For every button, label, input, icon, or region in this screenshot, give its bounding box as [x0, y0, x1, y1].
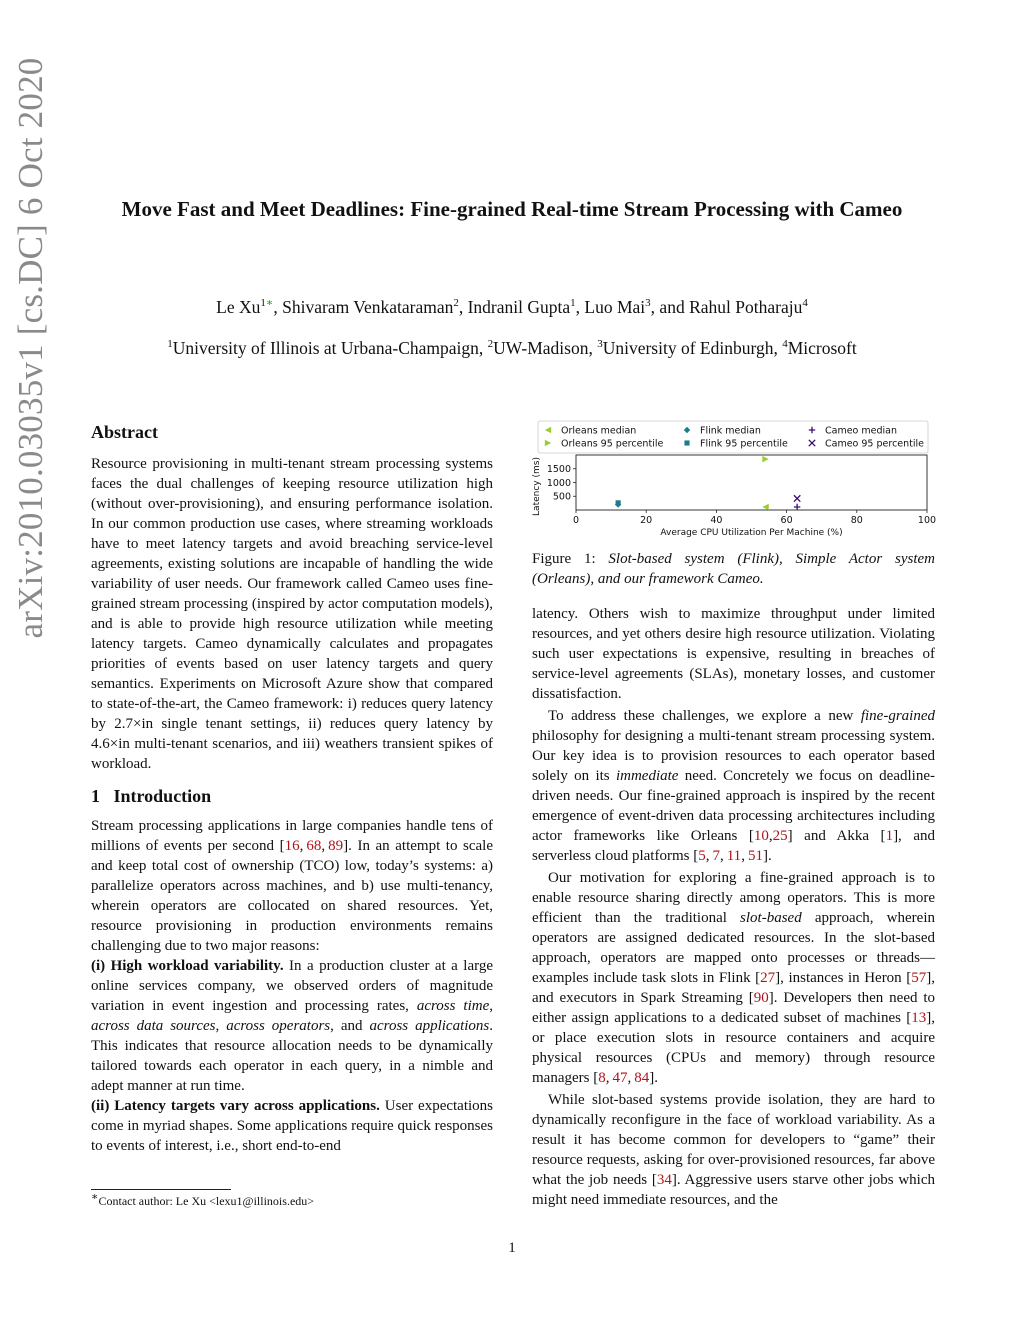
- abstract-heading: Abstract: [91, 422, 158, 442]
- citation-link[interactable]: 5: [698, 848, 706, 864]
- data-point: [794, 495, 800, 501]
- author-name: Luo Mai: [584, 297, 646, 317]
- legend-label: Flink median: [700, 425, 761, 437]
- right-paragraph-2: To address these challenges, we explore a new fine-grained philosophy for designing a multi-tenant stream processing system. Our key idea is to provision resources to each operator based solely on its immediate need. Concretely we focus on deadline-driven needs. Our fine-grained approach is inspired by the recent emergence of event-driven data processing architectures including actor frameworks like Orleans [10,25] and Akka [1], and serverless cloud platforms [5, 7, 11, 51].: [532, 708, 935, 864]
- y-tick-label: 1000: [546, 477, 571, 489]
- citation-link[interactable]: 84: [634, 1070, 650, 1086]
- footnote-rule: [91, 1189, 231, 1190]
- y-axis-label: Latency (ms): [532, 457, 542, 516]
- right-column: [532, 604, 935, 1210]
- citation-link[interactable]: 8: [598, 1070, 606, 1086]
- x-tick-label: 0: [572, 515, 580, 526]
- legend-label: Flink 95 percentile: [700, 438, 788, 450]
- data-point: [762, 504, 768, 510]
- author-name: Shivaram Venkataraman: [282, 297, 454, 317]
- author-list: Le $Xu^{1∗}$, Shivaram Venkataraman$^2$, Indranil Gupta$^1$, Luo Mai$^3$, and Rahul Potharaju$^4$: [216, 297, 808, 317]
- right-paragraph-4: While slot-based systems provide isolation, they are hard to dynamically reconfigure in the face of workload variability. As a result it has become common for developers to “game” their resource requests, asking for over-provisioned resources, far above what the job needs [34]. Aggressive users starve other jobs which might need immediate resources, and the: [532, 1092, 935, 1208]
- paper-title: Move Fast and Meet Deadlines: Fine-grained Real-time Stream Processing with Cameo: [121, 197, 903, 221]
- legend-label: Cameo median: [825, 425, 897, 437]
- intro-paragraph-3: (ii) Latency targets vary across applications. User expectations come in myriad shapes. Some applications require quick responses to events of interest, i.e., short end-to-end: [91, 1098, 494, 1154]
- citation-link[interactable]: 57: [911, 970, 927, 986]
- citation-link[interactable]: 16: [284, 838, 300, 854]
- data-point: [762, 456, 768, 462]
- introduction-heading: 1 Introduction: [91, 786, 212, 806]
- legend-label: Orleans 95 percentile: [561, 438, 664, 450]
- intro-paragraph-1: Stream processing applications in large companies handle tens of millions of events per second [16, 68, 89]. In an attempt to scale and keep total cost of ownership (TCO) low, today’s systems: a) parallelize operators across machines, and b) use multi-tenancy, wherein operators are collocated on shared resources. Yet, resource provisioning in production environments remains challenging due to two major reasons:: [91, 818, 494, 954]
- citation-link[interactable]: 51: [747, 848, 763, 864]
- arxiv-sidebar-stamp: arXiv:2010.03035v1 [cs.DC] 6 Oct 2020: [11, 57, 50, 639]
- plot-frame: [576, 455, 927, 510]
- chart-legend: [538, 421, 928, 453]
- author-name: Le Xu: [216, 297, 261, 317]
- data-point: [616, 500, 621, 505]
- x-tick-label: 20: [640, 515, 653, 526]
- author-name: Rahul Potharaju: [689, 297, 803, 317]
- legend-label: Orleans median: [561, 425, 637, 437]
- page-number: 1: [508, 1240, 516, 1256]
- data-point: [794, 504, 800, 510]
- author-name: Indranil Gupta: [467, 297, 571, 317]
- citation-link[interactable]: 11: [726, 848, 742, 864]
- citation-link[interactable]: 25: [772, 828, 788, 844]
- x-tick-label: 100: [917, 515, 937, 526]
- legend-label: Cameo 95 percentile: [825, 438, 925, 450]
- citation-link[interactable]: 68: [306, 838, 322, 854]
- citation-link[interactable]: 34: [656, 1172, 672, 1188]
- citation-link[interactable]: 13: [911, 1010, 927, 1026]
- x-tick-label: 40: [710, 515, 723, 526]
- citation-link[interactable]: 47: [612, 1070, 628, 1086]
- x-axis-label: Average CPU Utilization Per Machine (%): [660, 528, 843, 538]
- legend-marker: [684, 440, 689, 445]
- citation-link[interactable]: 7: [712, 848, 720, 864]
- citation-link[interactable]: 27: [760, 970, 776, 986]
- citation-link[interactable]: 89: [328, 838, 344, 854]
- x-tick-label: 80: [850, 515, 863, 526]
- right-paragraph-1: latency. Others wish to maximize throughput under limited resources, and yet others desire high resource utilization. Violating such user expectations is expensive, resulting in breaches of service-level agreements (SLAs), monetary losses, and customer dissatisfaction.: [532, 606, 935, 702]
- x-tick-label: 60: [780, 515, 793, 526]
- intro-paragraph-2: (i) High workload variability. In a production cluster at a large online services company, we observed orders of magnitude variation in event ingestion and processing rates, across time, across data sources, across operators, and across applications. This indicates that resource allocation needs to be dynamically tailored towards each operator in each query, in a nimble and adept manner at run time.: [91, 958, 493, 1094]
- abstract-text: Resource provisioning in multi-tenant stream processing systems faces the dual challenges of keeping resource utilization high (without over-provisioning), and ensuring performance isolation. In our common production use cases, where streaming workloads have to meet latency targets and avoid breaching service-level agreements, existing solutions are incapable of handling the wide variability of user needs. Our framework called Cameo uses fine-grained stream processing (inspired by actor computation models), and is able to provide high resource utilization while meeting latency targets. Cameo dynamically calculates and propagates priorities of events based on user latency targets and query semantics. Experiments on Microsoft Azure show that compared to state-of-the-art, the Cameo framework: i) reduces query latency by 2.7×in single tenant settings, ii) reduces query latency by 4.6×in multi-tenant scenarios, and iii) weathers transient spikes of workload.: [91, 456, 493, 772]
- right-paragraph-3: Our motivation for exploring a fine-grained approach is to enable resource sharing directly among operators. This is more efficient than the traditional slot-based approach, wherein operators are assigned dedicated resources. In the slot-based approach, operators are mapped onto processes or threads—examples include task slots in Flink [27], instances in Heron [57], and executors in Spark Streaming [90]. Developers then need to either assign applications to a dedicated subset of machines [13], or place execution slots in resource containers and acquire physical resources (CPUs and memory) through resource managers [8, 47, 84].: [532, 870, 935, 1086]
- footnote: ∗Contact author: Le Xu <lexu1@illinois.edu>: [91, 1191, 315, 1208]
- affiliation-list: $^1$University of Illinois at Urbana-Champaign, $^2$UW-Madison, $^3$University of Edinburgh, $^4$Microsoft: [167, 338, 857, 358]
- citation-link[interactable]: 90: [753, 990, 769, 1006]
- figure-1-caption: Figure 1: Slot-based system (Flink), Simple Actor system (Orleans), and our framework Cameo.: [532, 551, 935, 587]
- figure-1-chart: [530, 418, 937, 542]
- left-column: [91, 420, 493, 1156]
- chart-plot-area: [532, 455, 936, 538]
- y-tick-label: 1500: [546, 464, 571, 476]
- citation-link[interactable]: 10: [753, 828, 769, 844]
- y-tick-label: 500: [552, 491, 571, 503]
- citation-link[interactable]: 1: [885, 828, 894, 844]
